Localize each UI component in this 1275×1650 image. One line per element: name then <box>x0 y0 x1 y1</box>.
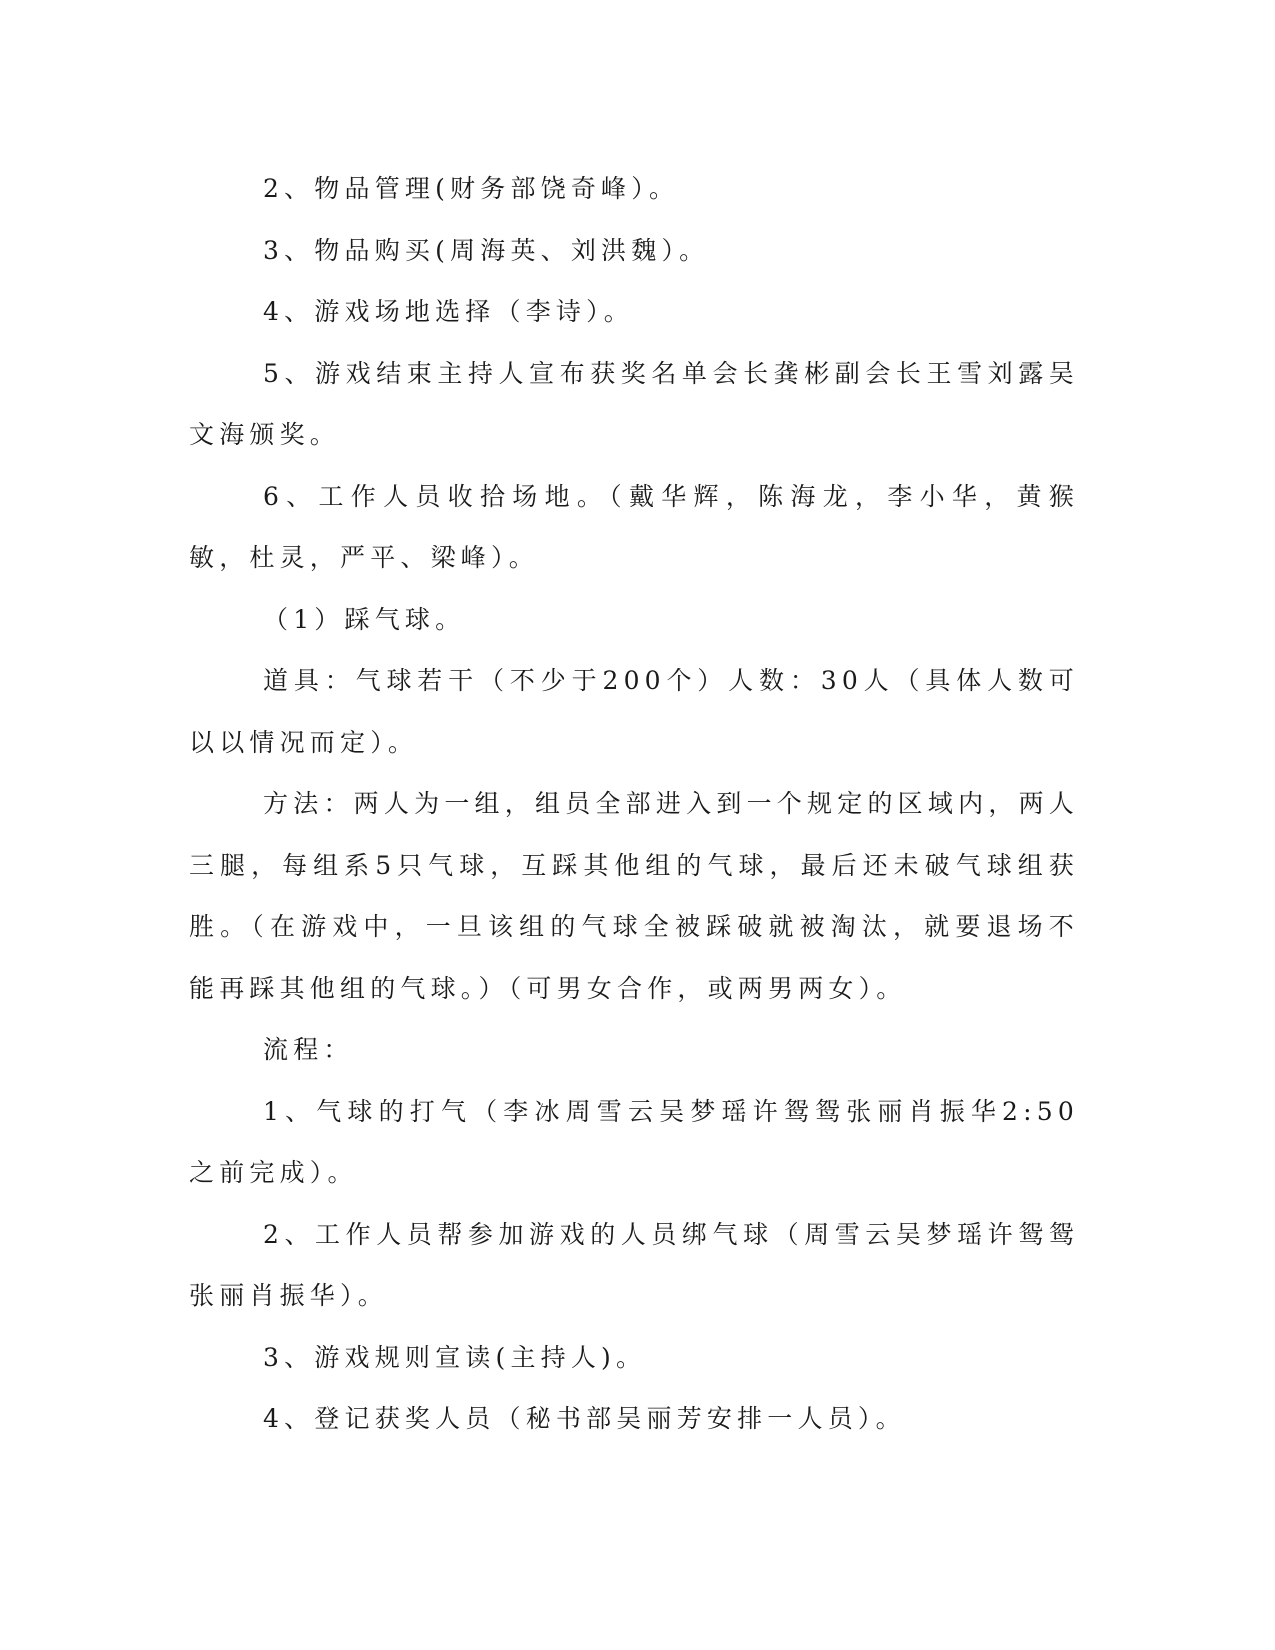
item-goods-management: 2、物品管理(财务部饶奇峰）。 <box>263 174 680 203</box>
item-venue-selection: 4、游戏场地选择（李诗）。 <box>263 297 635 326</box>
process-step-inflate: 1、气球的打气（李冰周雪云吴梦瑶许鸳鸳张丽肖振华2:50之前完成）。 <box>189 1096 1079 1187</box>
process-step-rules-reading: 3、游戏规则宣读(主持人)。 <box>263 1342 647 1372</box>
game-title-balloon-stomp: （1）踩气球。 <box>263 604 466 634</box>
props-paragraph: 道具：气球若干（不少于200个）人数：30人（具体人数可以以情况而定）。 <box>189 666 1079 757</box>
process-step-tie-balloons: 2、工作人员帮参加游戏的人员绑气球（周雪云吴梦瑶许鸳鸳张丽肖振华）。 <box>189 1219 1079 1310</box>
process-step-register-winners: 4、登记获奖人员（秘书部吴丽芳安排一人员）。 <box>263 1404 906 1433</box>
method-paragraph: 方法：两人为一组，组员全部进入到一个规定的区域内，两人三腿，每组系5只气球，互踩其他组的气球，最后还未破气球组获胜。（在游戏中，一旦该组的气球全被踩破就被淘汰，就要退场不能再踩其他组的气球。）（可男女合作，或两男两女）。 <box>189 789 1079 1003</box>
process-heading: 流程： <box>263 1035 354 1064</box>
item-venue-cleanup: 6、工作人员收拾场地。（戴华辉，陈海龙，李小华，黄猴敏，杜灵，严平、梁峰）。 <box>189 481 1079 572</box>
document-body <box>189 158 1079 1450</box>
item-goods-purchase: 3、物品购买(周海英、刘洪魏）。 <box>263 235 710 265</box>
item-award-announcement: 5、游戏结束主持人宣布获奖名单会长龚彬副会长王雪刘露吴文海颁奖。 <box>189 358 1079 449</box>
